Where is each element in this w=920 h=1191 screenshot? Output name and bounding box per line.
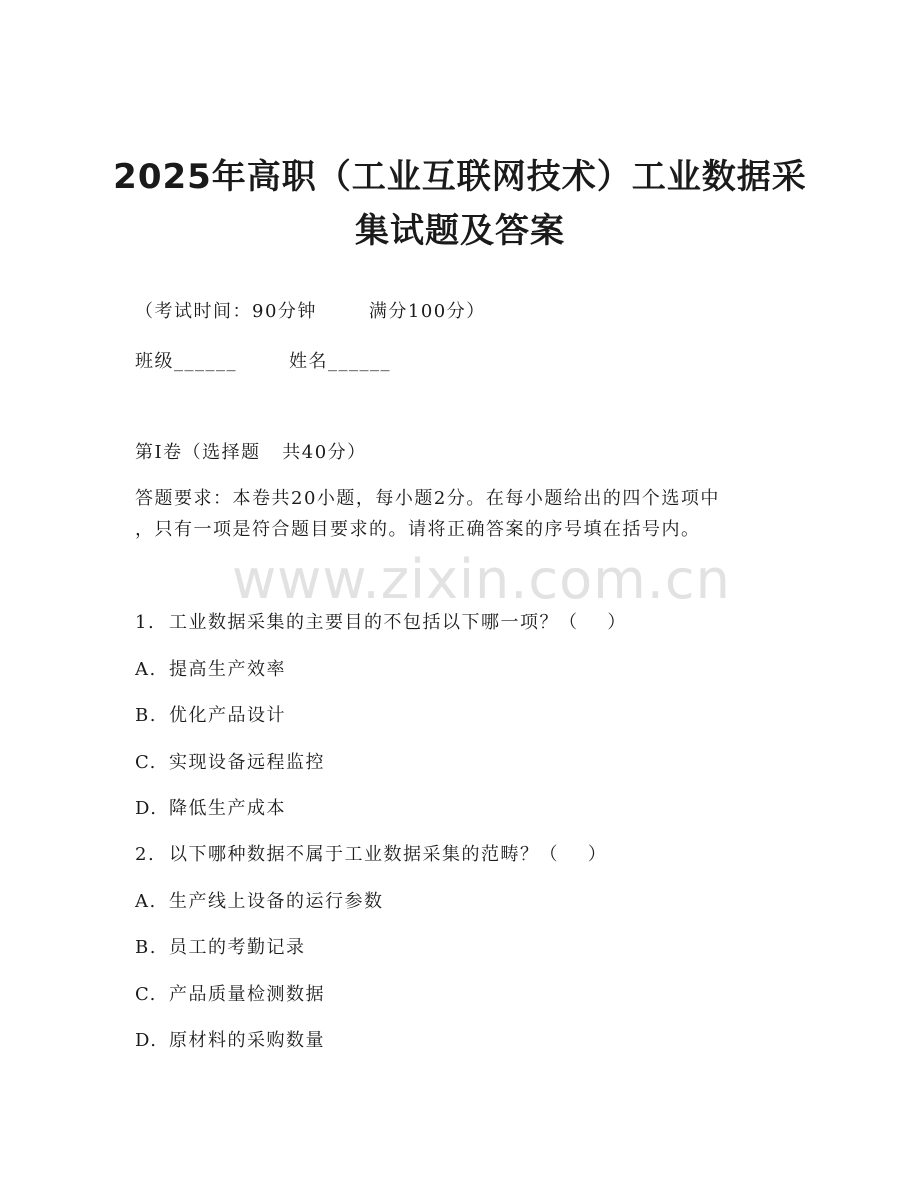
option-letter: C. (135, 984, 157, 1005)
question-2 (135, 841, 607, 869)
question-text: 工业数据采集的主要目的不包括以下哪一项？（ ） (169, 612, 627, 633)
title-line-2: 集试题及答案 (355, 211, 565, 251)
question-number: 2. (135, 844, 156, 865)
question-2-option-d (135, 1027, 325, 1055)
option-text: 降低生产成本 (169, 798, 286, 819)
question-2-option-b (135, 934, 306, 962)
option-letter: D. (135, 1030, 158, 1051)
section-heading: 第Ⅰ卷（选择题 共40分） (135, 442, 367, 463)
title-line-1: 2025年高职（工业互联网技术）工业数据采 (113, 157, 807, 197)
name-field: 姓名______ (289, 351, 391, 372)
instructions-line-2: ，只有一项是符合题目要求的。请将正确答案的序号填在括号内。 (135, 519, 701, 540)
exam-time: （考试时间：90分钟 (135, 301, 317, 322)
instructions-line-1: 答题要求：本卷共20小题，每小题2分。在每小题给出的四个选项中 (135, 488, 720, 509)
question-2-option-c (135, 981, 325, 1009)
watermark: www.zixin.com.cn (232, 548, 731, 611)
option-text: 优化产品设计 (169, 705, 286, 726)
question-number: 1. (135, 612, 156, 633)
option-text: 生产线上设备的运行参数 (169, 891, 384, 912)
exam-info (135, 298, 486, 326)
option-letter: B. (135, 937, 157, 958)
question-1-option-a (135, 656, 286, 684)
question-1-option-c (135, 749, 325, 777)
student-info (135, 348, 391, 376)
option-text: 员工的考勤记录 (169, 937, 306, 958)
question-1 (135, 609, 627, 637)
option-letter: D. (135, 798, 158, 819)
page-title (60, 150, 860, 258)
option-letter: C. (135, 752, 157, 773)
option-text: 实现设备远程监控 (169, 752, 325, 773)
option-text: 提高生产效率 (169, 659, 286, 680)
option-letter: A. (135, 891, 157, 912)
full-score: 满分100分） (368, 301, 486, 322)
option-text: 原材料的采购数量 (169, 1030, 325, 1051)
question-1-option-d (135, 795, 286, 823)
option-letter: B. (135, 705, 157, 726)
option-letter: A. (135, 659, 157, 680)
option-text: 产品质量检测数据 (169, 984, 325, 1005)
question-text: 以下哪种数据不属于工业数据采集的范畴？（ ） (169, 844, 608, 865)
question-2-option-a (135, 888, 384, 916)
question-1-option-b (135, 702, 286, 730)
class-field: 班级______ (135, 351, 237, 372)
